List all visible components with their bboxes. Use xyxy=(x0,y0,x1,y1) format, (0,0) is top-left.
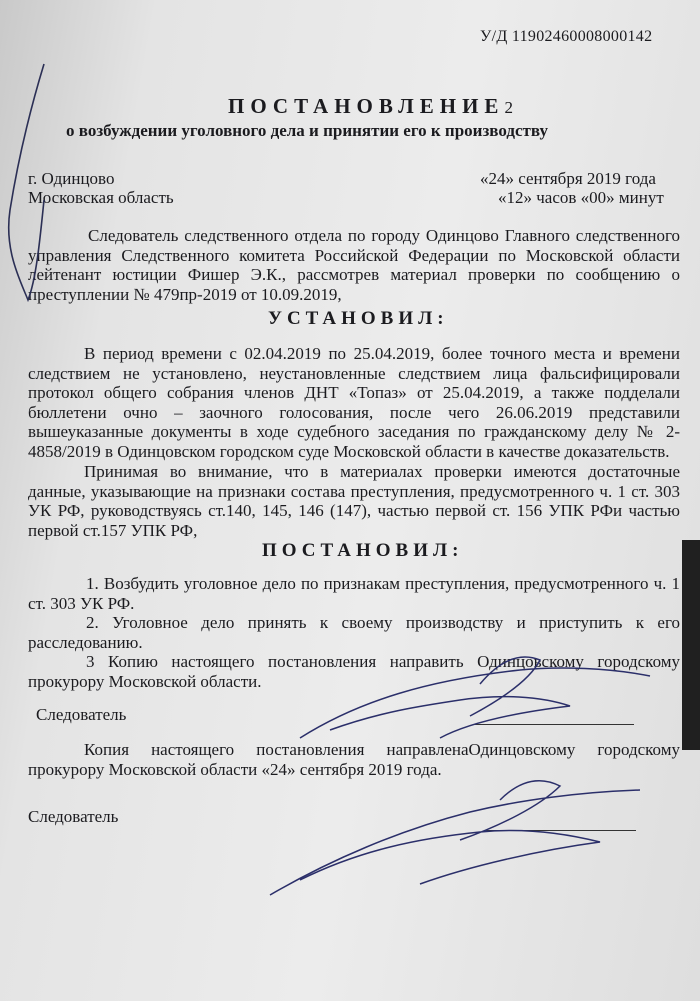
document-title-mark: 2 xyxy=(504,98,513,117)
document-date: «24» сентября 2019 года xyxy=(480,169,656,188)
signature-2 xyxy=(270,781,640,895)
established-paragraph-2: Принимая во внимание, что в материалах проверки имеются достаточные данные, указывающие на признаки состава преступления, предусмотренного ч. 1 ст. 303 УК РФ, руководствуясь ст.140, 145, 146 (147), частью первой ст. 156 УПК РФи частью первой ст.157 УПК РФ, xyxy=(28,462,680,540)
document-subtitle: о возбуждении уголовного дела и принятии его к производству xyxy=(66,121,548,140)
city: г. Одинцово xyxy=(28,169,115,188)
established-heading: УСТАНОВИЛ: xyxy=(268,308,449,329)
margin-pen-stroke xyxy=(9,64,44,300)
investigator-label-2: Следователь xyxy=(28,807,119,826)
established-paragraph-1: В период времени с 02.04.2019 по 25.04.2019, более точного места и времени следствием не установлено, неустановленные следствием лица фальсифицировали протокол общего собрания членов ДНТ «Топаз» от 25.04.2019, а также подделали бюллетени очно – заочного голосования, после чего 26.06.2019 представили вышеуказанные документы в ходе судебного заседания по гражданскому делу № 2-4858/2019 в Одинцовском городском суде Московской области в качестве доказательств. xyxy=(28,344,680,461)
decided-item-3: 3 Копию настоящего постановления направить Одинцовскому городскому прокурору Московской области. xyxy=(28,652,680,691)
decided-item-2: 2. Уголовное дело принять к своему производству и приступить к его расследованию. xyxy=(28,613,680,652)
region: Московская область xyxy=(28,188,174,207)
intro-paragraph: Следователь следственного отдела по городу Одинцово Главного следственного управления Следственного комитета Российской Федерации по Московской области лейтенант юстиции Фишер Э.К., рассмотрев материал проверки по сообщению о преступлении № 479пр-2019 от 10.09.2019, xyxy=(28,226,680,304)
investigator-label-1: Следователь xyxy=(36,705,127,724)
decided-heading: ПОСТАНОВИЛ: xyxy=(262,540,464,561)
page-edge-shadow xyxy=(682,540,700,750)
decided-item-1: 1. Возбудить уголовное дело по признакам преступления, предусмотренного ч. 1 ст. 303 УК РФ. xyxy=(28,574,680,613)
signature-1 xyxy=(300,657,650,738)
document-time: «12» часов «00» минут xyxy=(498,188,664,207)
document-title-text: ПОСТАНОВЛЕНИЕ xyxy=(228,94,505,118)
copy-note: Копия настоящего постановления направленаОдинцовскому городскому прокурору Московской области «24» сентября 2019 года. xyxy=(28,740,680,779)
case-number: У/Д 11902460008000142 xyxy=(480,28,653,45)
